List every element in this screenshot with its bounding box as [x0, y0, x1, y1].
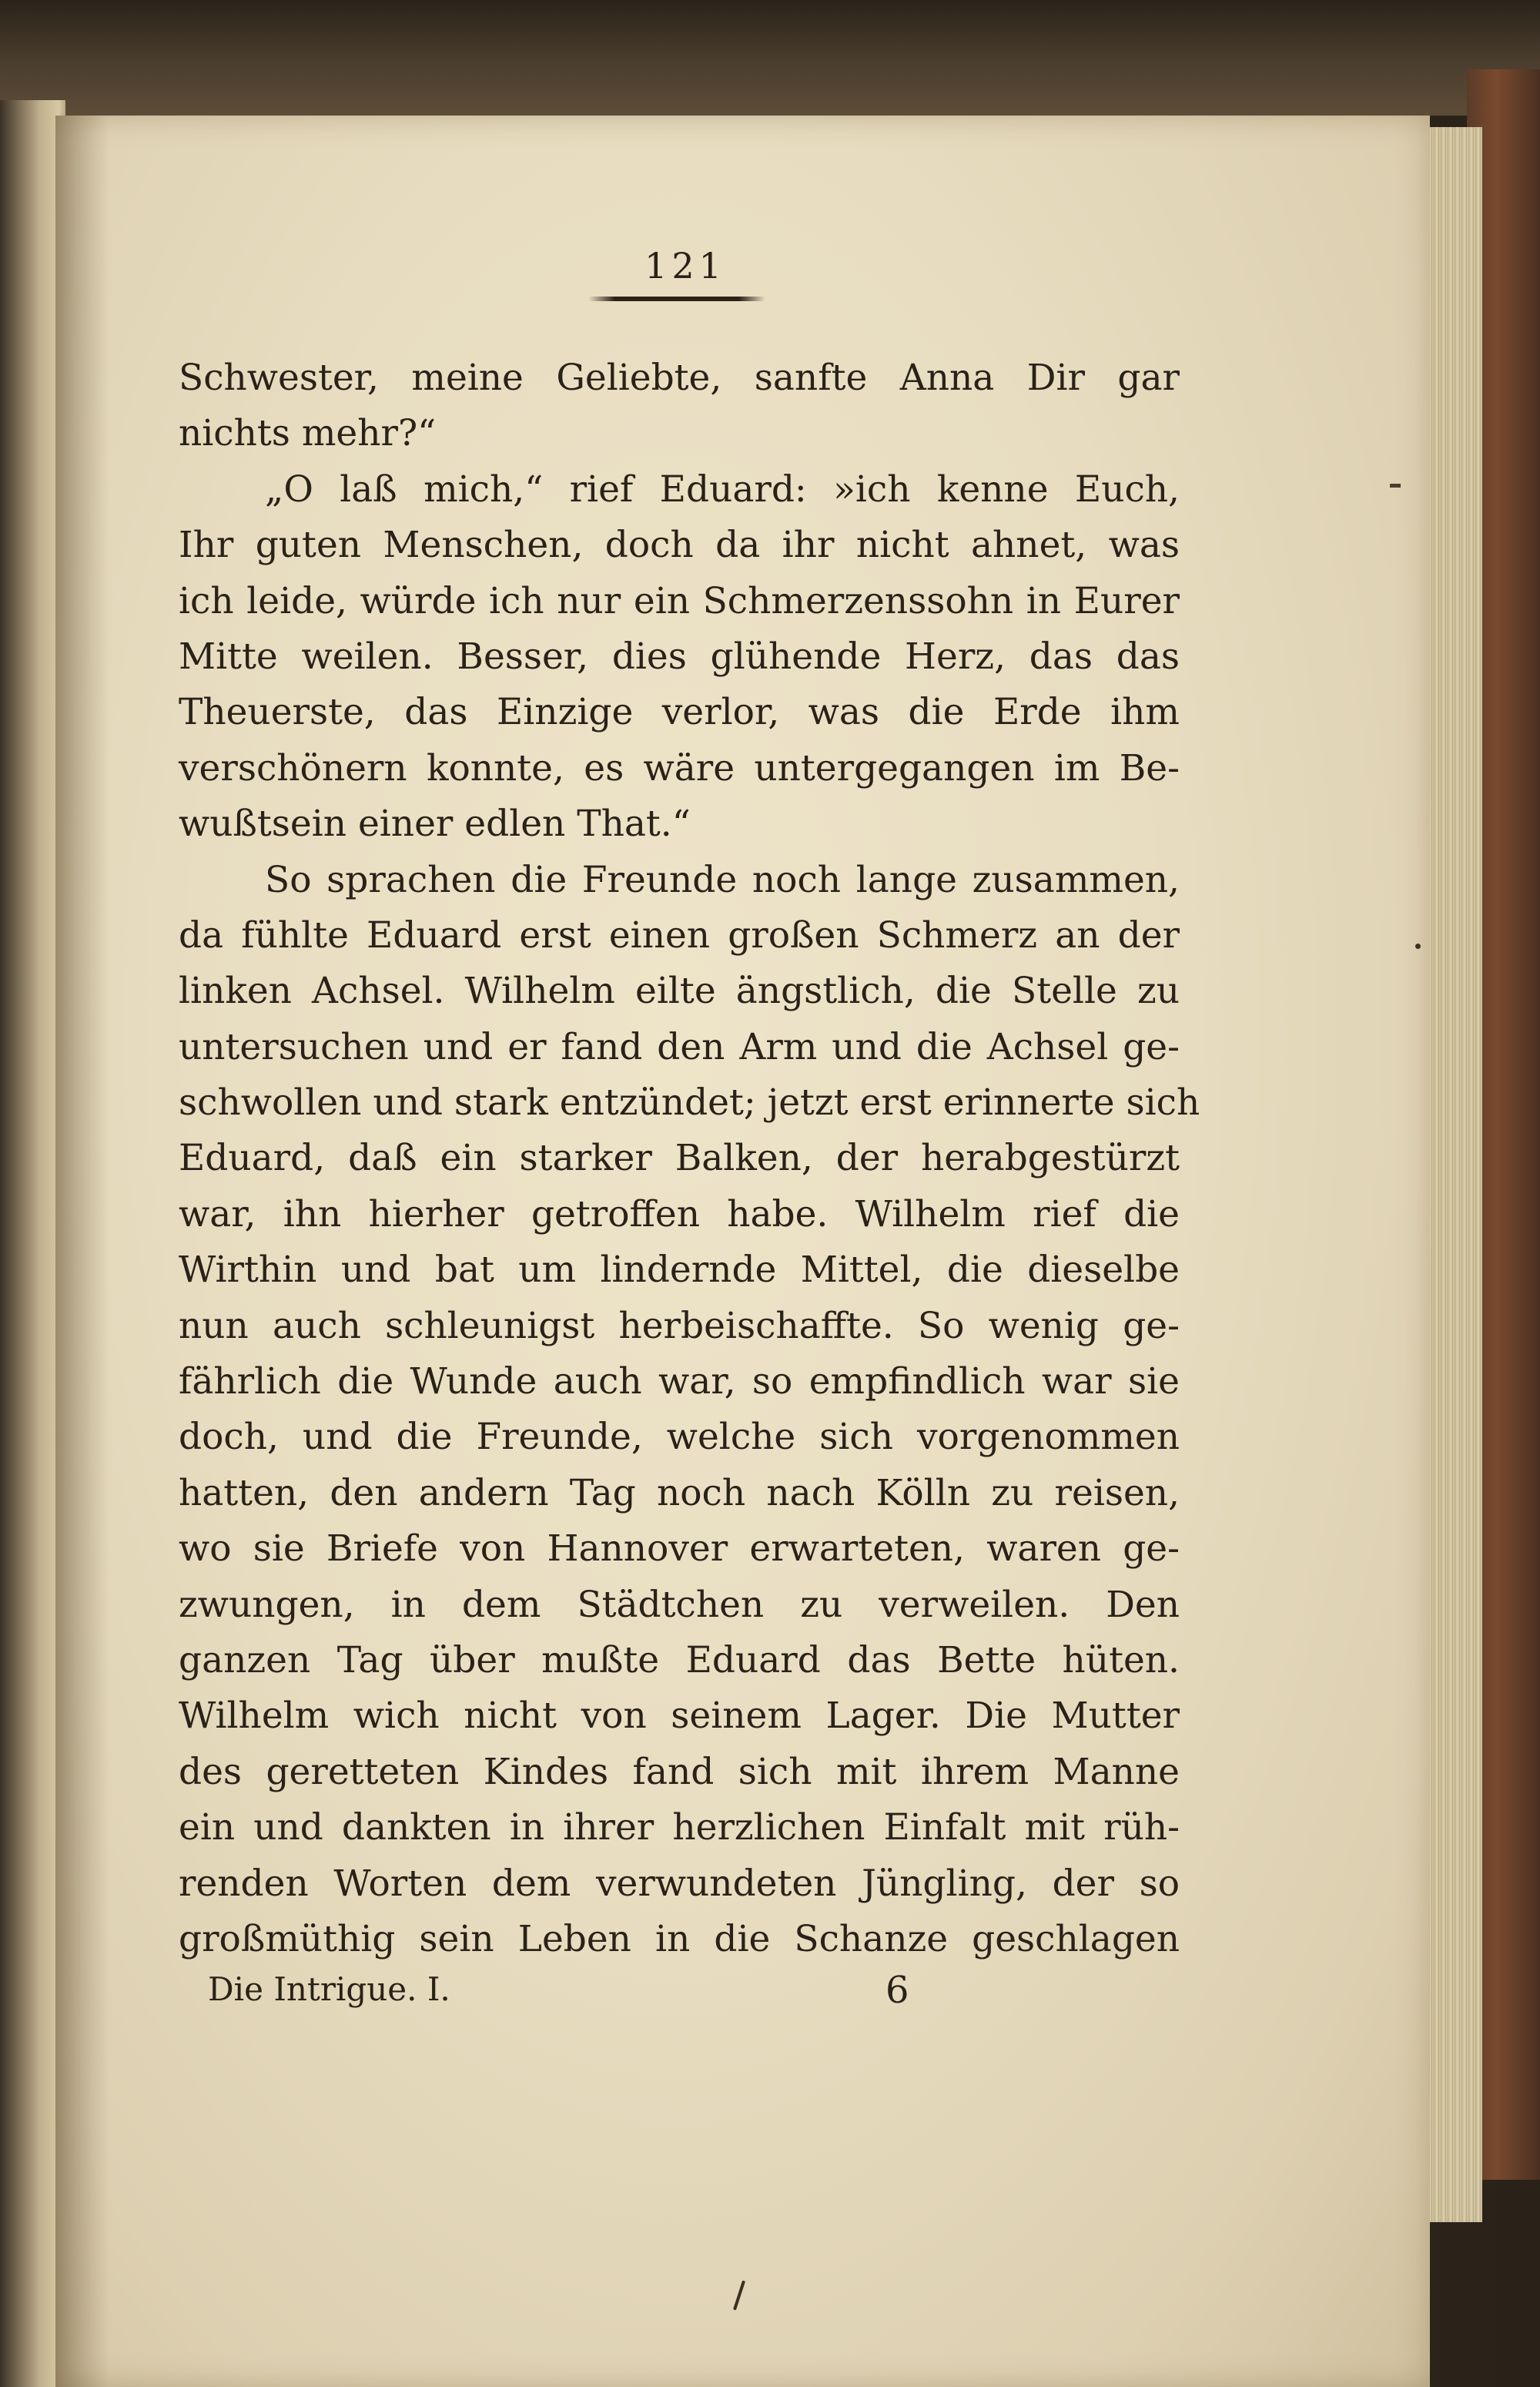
- gathering-number: 6: [886, 1969, 909, 2012]
- text-line: des geretteten Kindes fand sich mit ihrem Manne: [179, 1750, 1180, 1793]
- text-line: nun auch schleunigst herbeischaffte. So wenig ge-: [179, 1304, 1180, 1347]
- text-line: ein und dankten in ihrer herzlichen Einfalt mit rüh-: [179, 1806, 1180, 1849]
- text-line: schwollen und stark entzündet; jetzt erst erinnerte sich: [179, 1081, 1200, 1125]
- spine-shadow: [55, 116, 109, 2387]
- text-line: „O laß mich,“ rief Eduard: »ich kenne Euch,: [265, 468, 1180, 511]
- paper-speck: [1415, 944, 1421, 949]
- text-line: linken Achsel. Wilhelm eilte ängstlich, die Stelle zu: [179, 970, 1180, 1013]
- book-cover-top: [0, 0, 1540, 116]
- page-number: 121: [644, 245, 726, 287]
- text-line: wußtsein einer edlen That.“: [179, 803, 691, 846]
- text-line: Ihr guten Menschen, doch da ihr nicht ahnet, was: [179, 524, 1180, 567]
- text-line: Theuerste, das Einzige verlor, was die Erde ihm: [179, 691, 1180, 734]
- text-line: nichts mehr?“: [179, 412, 437, 455]
- text-line: hatten, den andern Tag noch nach Kölln zu reisen,: [179, 1471, 1180, 1514]
- text-line: doch, und die Freunde, welche sich vorgenommen: [179, 1416, 1180, 1459]
- text-line: Eduard, daß ein starker Balken, der herabgestürzt: [179, 1137, 1180, 1180]
- text-line: Mitte weilen. Besser, dies glühende Herz, das das: [179, 635, 1180, 678]
- text-line: untersuchen und er fand den Arm und die Achsel ge-: [179, 1025, 1180, 1068]
- signature-mark: Die Intrigue. I.: [208, 1970, 450, 2008]
- text-line: ich leide, würde ich nur ein Schmerzenssohn in Eurer: [179, 579, 1180, 622]
- text-line: So sprachen die Freunde noch lange zusammen,: [265, 858, 1180, 901]
- text-line: Schwester, meine Geliebte, sanfte Anna Dir gar: [179, 357, 1180, 399]
- text-line: ganzen Tag über mußte Eduard das Bette hüten.: [179, 1638, 1180, 1681]
- text-line: fährlich die Wunde auch war, so empfindlich war sie: [179, 1360, 1180, 1403]
- text-line: wo sie Briefe von Hannover erwarteten, waren ge-: [179, 1527, 1180, 1571]
- text-line: großmüthig sein Leben in die Schanze geschlagen: [179, 1917, 1180, 1960]
- text-line: verschönern konnte, es wäre untergegangen im Be-: [179, 746, 1180, 790]
- margin-mark: [1390, 484, 1401, 488]
- header-rule: [588, 297, 765, 301]
- body-text: [179, 350, 1200, 1967]
- text-line: Wilhelm wich nicht von seinem Lager. Die Mutter: [179, 1695, 1180, 1738]
- text-line: renden Worten dem verwundeten Jüngling, der so: [179, 1862, 1180, 1905]
- text-line: war, ihn hierher getroffen habe. Wilhelm rief die: [179, 1192, 1180, 1235]
- text-line: da fühlte Eduard erst einen großen Schmerz an der: [179, 914, 1180, 957]
- text-line: zwungen, in dem Städtchen zu verweilen. Den: [179, 1583, 1180, 1626]
- text-line: Wirthin und bat um lindernde Mittel, die dieselbe: [179, 1249, 1180, 1292]
